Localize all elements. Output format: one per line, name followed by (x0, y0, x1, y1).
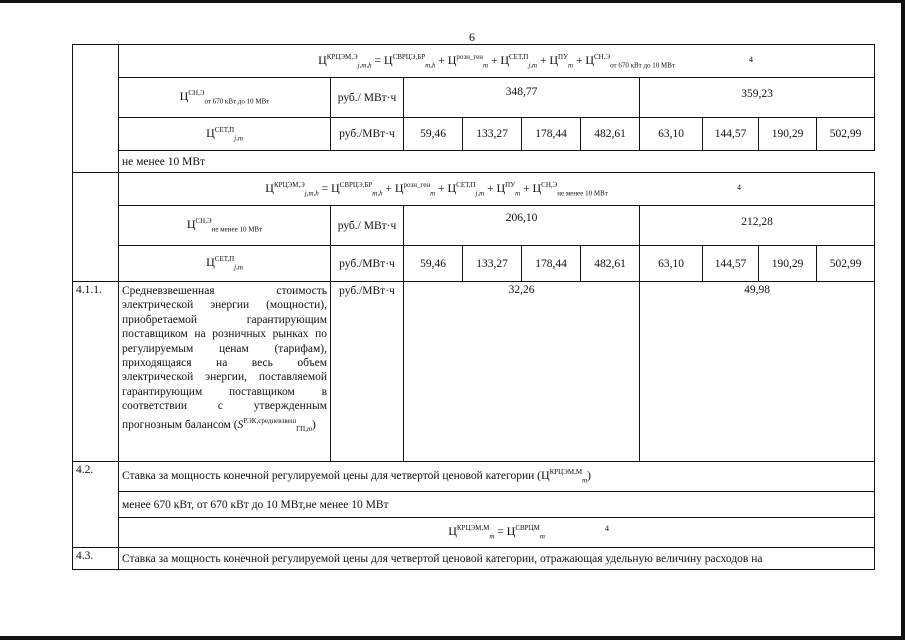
table-row-4-2 (73, 462, 875, 492)
scan-border-right (901, 0, 905, 640)
table-row (73, 78, 875, 118)
table-row (73, 246, 875, 282)
value-cell: 359,23 (640, 78, 875, 118)
footnote-marker: 4 (749, 55, 753, 64)
table-row (73, 206, 875, 246)
value-cell: 144,57 (703, 118, 759, 151)
scan-border-top (0, 0, 905, 3)
item-number: 4.1.1. (73, 282, 119, 462)
item-description: Ставка за мощность конечной регулируемой цены для четвертой ценовой категории, отражающая удельную величину расходов на (119, 548, 875, 570)
value-cell: 63,10 (640, 118, 703, 151)
formula-row-a (119, 45, 875, 78)
table-row (73, 45, 875, 78)
value-cell: 502,99 (817, 118, 875, 151)
sn-label-cell: $Ц^{СН,Э}_{от 670 кВт до 10 МВт}$ (119, 78, 331, 118)
table-row (73, 492, 875, 518)
unit-cell: руб./МВт·ч (331, 246, 404, 282)
value-cell: 212,28 (640, 206, 875, 246)
empty-number-cell (73, 45, 119, 173)
table-row (73, 118, 875, 151)
value-cell: 348,77 (404, 78, 640, 118)
value-cell: 59,46 (404, 246, 463, 282)
item-number: 4.3. (73, 548, 119, 570)
formula-row-b (119, 173, 875, 206)
set-label-cell: $Ц^{СЕТ,П}_{j,m}$ (119, 118, 331, 151)
unit-cell: руб./ МВт·ч (331, 206, 404, 246)
scan-border-bottom (0, 636, 905, 640)
item-description: Ставка за мощность конечной регулируемой цены для четвертой ценовой категории $(Ц^{КРЦЭМ,М}_m)$ (119, 462, 875, 492)
formula-text: $Ц^{КРЦЭМ,Э}_{j,m,h} = Ц^{СВРЦЭ,БР}_{m,h} + Ц^{розн\_ген}_m + Ц^{СЕТ,П}_{j,m} + Ц^{ПУ}_m + Ц^{СН,Э}_{от 670 кВт до 10 МВт}$ (318, 52, 675, 70)
item-description: Средневзвешенная стоимость электрической энергии (мощности), приобретаемой гарантирующим поставщиком на розничных рынках по регулируемым ценам (тарифам), приходящаяся на весь объем электрической энергии, поставляемой гарантирующим поставщиком в соответствии с утвержденным прогнозным балансом $(S^{РЭК,средневзвеш}_{ГП,m})$ (119, 282, 331, 462)
formula-text: $Ц^{КРЦЭМ,Э}_{j,m,h} = Ц^{СВРЦЭ,БР}_{m,h} + Ц^{розн\_ген}_m + Ц^{СЕТ,П}_{j,m} + Ц^{ПУ}_m + Ц^{СН,Э}_{не менее 10 МВт}$ (265, 180, 608, 198)
value-cell: 133,27 (463, 118, 522, 151)
value-cell: 178,44 (522, 118, 581, 151)
page-number: 6 (469, 30, 475, 44)
tariff-table (72, 44, 875, 570)
formula-text: $Ц^{КРЦЭМ,М}_m = Ц^{СВРЦМ}_m$ (448, 524, 545, 541)
value-cell: 133,27 (463, 246, 522, 282)
value-cell: 32,26 (404, 282, 640, 462)
value-cell: 144,57 (703, 246, 759, 282)
value-cell: 63,10 (640, 246, 703, 282)
unit-cell: руб./МВт·ч (331, 118, 404, 151)
value-cell: 482,61 (581, 246, 640, 282)
value-cell: 190,29 (759, 246, 817, 282)
value-cell: 49,98 (640, 282, 875, 462)
unit-cell: руб./МВт·ч (331, 282, 404, 462)
table-row-4-3 (73, 548, 875, 570)
table-row (73, 151, 875, 173)
value-cell: 178,44 (522, 246, 581, 282)
value-cell: 206,10 (404, 206, 640, 246)
footnote-marker: 4 (605, 524, 609, 533)
item-number: 4.2. (73, 462, 119, 548)
table-row (73, 173, 875, 206)
section-heading: не менее 10 МВт (119, 151, 875, 173)
value-cell: 190,29 (759, 118, 817, 151)
table-row (73, 518, 875, 548)
set-label-cell: $Ц^{СЕТ,П}_{j,m}$ (119, 246, 331, 282)
value-cell: 502,99 (817, 246, 875, 282)
value-cell: 59,46 (404, 118, 463, 151)
formula-4-2 (119, 518, 875, 548)
table-row-4-1-1 (73, 282, 875, 462)
sn-label-cell: $Ц^{СН,Э}_{не менее 10 МВт}$ (119, 206, 331, 246)
unit-cell: руб./ МВт·ч (331, 78, 404, 118)
empty-number-cell (73, 173, 119, 282)
value-cell: 482,61 (581, 118, 640, 151)
item-subheading: менее 670 кВт, от 670 кВт до 10 МВт,не менее 10 МВт (119, 492, 875, 518)
footnote-marker: 4 (737, 183, 741, 192)
